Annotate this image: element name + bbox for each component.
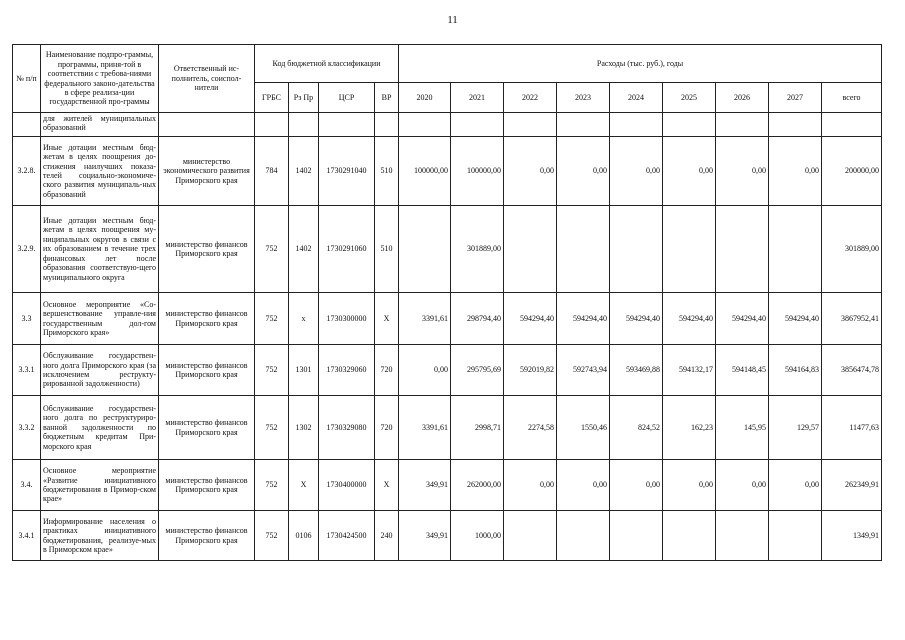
row-total: 262349,91 [822,460,882,511]
header-year: 2021 [451,83,504,113]
row-year-value: 0,00 [610,460,663,511]
row-vr: 720 [375,396,399,460]
row-year-value: 0,00 [716,460,769,511]
row-year-value: 593469,88 [610,345,663,396]
row-num: 3.2.8. [13,137,41,206]
row-year-value: 0,00 [557,137,610,206]
table-row [13,511,882,561]
row-name: Основное мероприятие «Со-вершенствование управле-ния государственным дол-гом Приморского края» [41,293,159,345]
row-rzpr: 1302 [289,396,319,460]
row-year-value: 2274,58 [504,396,557,460]
row-rzpr: 0106 [289,511,319,561]
row-year-value: 0,00 [663,460,716,511]
row-vr: 510 [375,137,399,206]
header-year: 2024 [610,83,663,113]
row-year-value: 594294,40 [769,293,822,345]
row-year-value: 824,52 [610,396,663,460]
header-year: 2020 [399,83,451,113]
row-name: Информирование населения о практиках инициативного бюджетирования, реализуе-мых в Приморском крае» [41,511,159,561]
row-year-value: 349,91 [399,460,451,511]
row-grbs: 752 [255,206,289,293]
row-num: 3.4. [13,460,41,511]
header-year: 2027 [769,83,822,113]
row-year-value: 0,00 [610,137,663,206]
row-responsible: министерство финансов Приморского края [159,511,255,561]
row-year-value [769,206,822,293]
row-year-value [716,511,769,561]
row-total: 11477,63 [822,396,882,460]
row-year-value: 0,00 [663,137,716,206]
row-year-value: 0,00 [769,137,822,206]
header-name: Наименование подпро-граммы, программы, приня-той в соответствии с требова-ниями федерального законо-дательства в сфере реализа-ции государственной про-граммы [41,45,159,113]
row-total: 301889,00 [822,206,882,293]
row-year-value: 2998,71 [451,396,504,460]
row-grbs: 752 [255,345,289,396]
row-year-value: 349,91 [399,511,451,561]
header-csr: ЦСР [319,83,375,113]
row-grbs: 752 [255,293,289,345]
table-row [13,345,882,396]
row-grbs: 752 [255,511,289,561]
row-csr: 1730291040 [319,137,375,206]
row-grbs: 752 [255,460,289,511]
row-year-value: 592019,82 [504,345,557,396]
header-responsible: Ответственный ис-полнитель, соиспол-нители [159,45,255,113]
table-row [13,206,882,293]
row-name: Обслуживание государствен-ного долга Приморского края (за исключением реструкту-рированной задолженности) [41,345,159,396]
row-csr: 1730329080 [319,396,375,460]
row-year-value: 1000,00 [451,511,504,561]
row-year-value: 162,23 [663,396,716,460]
row-year-value: 592743,94 [557,345,610,396]
row-num: 3.2.9. [13,206,41,293]
header-budget-code: Код бюджетной классификации [255,45,399,83]
row-responsible: министерство финансов Приморского края [159,345,255,396]
header-num: № п/п [13,45,41,113]
row-year-value: 594294,40 [557,293,610,345]
row-rzpr: 1402 [289,206,319,293]
row-vr: 240 [375,511,399,561]
row-year-value: 298794,40 [451,293,504,345]
row-csr: 1730329060 [319,345,375,396]
header-expenses: Расходы (тыс. руб.), годы [399,45,882,83]
row-responsible: министерство финансов Приморского края [159,396,255,460]
row-num: 3.3.2 [13,396,41,460]
row-vr: 720 [375,345,399,396]
row-vr: Х [375,460,399,511]
row-grbs: 752 [255,396,289,460]
header-total: всего [822,83,882,113]
row-num: 3.3.1 [13,345,41,396]
row-year-value: 594132,17 [663,345,716,396]
page-number: 11 [447,14,458,26]
row-responsible: министерство финансов Приморского края [159,293,255,345]
row-year-value: 262000,00 [451,460,504,511]
row-name: Основное мероприятие «Развитие инициативного бюджетирования в Примор-ском крае» [41,460,159,511]
row-rzpr: 1402 [289,137,319,206]
header-year: 2023 [557,83,610,113]
row-total: 3867952,41 [822,293,882,345]
header-year: 2022 [504,83,557,113]
row-num: 3.3 [13,293,41,345]
row-year-value [557,206,610,293]
row-year-value: 3391,61 [399,293,451,345]
row-year-value: 145,95 [716,396,769,460]
row-year-value: 594294,40 [663,293,716,345]
row-year-value: 0,00 [399,345,451,396]
row-csr: 1730300000 [319,293,375,345]
row-year-value [557,511,610,561]
row-year-value: 3391,61 [399,396,451,460]
row-year-value [610,206,663,293]
row-year-value: 594294,40 [504,293,557,345]
row-year-value: 100000,00 [399,137,451,206]
header-rzpr: Рз Пр [289,83,319,113]
row-rzpr: 1301 [289,345,319,396]
row-responsible: министерство финансов Приморского края [159,206,255,293]
row-year-value [663,511,716,561]
row-year-value: 0,00 [504,137,557,206]
table-row [13,293,882,345]
continuation-row [13,113,882,137]
row-year-value: 301889,00 [451,206,504,293]
table-row [13,460,882,511]
row-responsible: министерство экономического развития Приморского края [159,137,255,206]
row-name: Иные дотации местным бюд-жетам в целях поощрения му-ниципальных округов в связи с их образованием в течение трех финансовых лет после образования соответствую-щего муниципального округа [41,206,159,293]
row-year-value: 100000,00 [451,137,504,206]
row-year-value: 1550,46 [557,396,610,460]
table-row [13,396,882,460]
row-year-value: 594148,45 [716,345,769,396]
row-name: Обслуживание государствен-ного долга по реструктуриро-ванной задолженности по бюджетным кредитам При-морского края [41,396,159,460]
table-row [13,137,882,206]
row-total: 3856474,78 [822,345,882,396]
row-year-value [769,511,822,561]
header-vr: ВР [375,83,399,113]
row-name: Иные дотации местным бюд-жетам в целях поощрения до-стижения наилучших показа-телей социально-экономиче-ского развития муниципаль-ных образований [41,137,159,206]
row-rzpr: х [289,293,319,345]
row-total: 1349,91 [822,511,882,561]
row-year-value: 594294,40 [610,293,663,345]
row-grbs: 784 [255,137,289,206]
row-year-value: 0,00 [504,460,557,511]
row-vr: 510 [375,206,399,293]
row-num: 3.4.1 [13,511,41,561]
row-year-value: 129,57 [769,396,822,460]
row-year-value [504,206,557,293]
row-year-value [716,206,769,293]
row-year-value [504,511,557,561]
header-year: 2025 [663,83,716,113]
row-year-value: 0,00 [716,137,769,206]
row-year-value: 594164,83 [769,345,822,396]
row-responsible: министерство финансов Приморского края [159,460,255,511]
row-year-value [399,206,451,293]
row-csr: 1730424500 [319,511,375,561]
row-csr: 1730400000 [319,460,375,511]
row-year-value: 594294,40 [716,293,769,345]
continuation-text: для жителей муниципальных образований [41,113,159,137]
row-year-value: 295795,69 [451,345,504,396]
row-total: 200000,00 [822,137,882,206]
row-year-value [610,511,663,561]
budget-table [12,44,882,561]
header-year: 2026 [716,83,769,113]
row-year-value: 0,00 [557,460,610,511]
row-csr: 1730291060 [319,206,375,293]
row-year-value [663,206,716,293]
header-grbs: ГРБС [255,83,289,113]
row-year-value: 0,00 [769,460,822,511]
row-rzpr: Х [289,460,319,511]
row-vr: Х [375,293,399,345]
